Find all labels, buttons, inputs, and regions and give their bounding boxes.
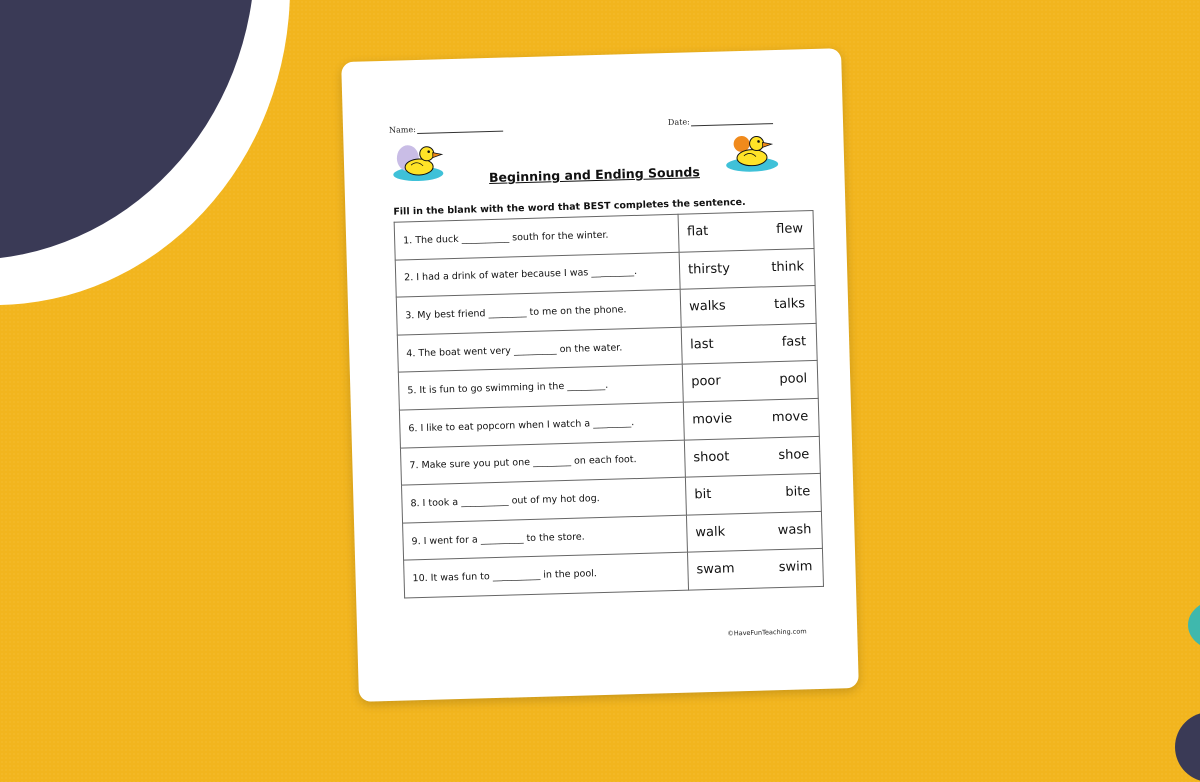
choice-option-a: swam xyxy=(696,561,735,578)
date-field xyxy=(668,114,773,127)
sentence-text: 7. Make sure you put one ________ on each foot. xyxy=(400,440,685,486)
worksheet-instructions: Fill in the blank with the word that BEST completes the sentence. xyxy=(393,196,746,218)
answer-choices xyxy=(682,361,818,402)
choice-option-a: movie xyxy=(692,411,733,428)
sentence-text: 8. I took a __________ out of my hot dog. xyxy=(402,477,687,523)
choice-option-b: bite xyxy=(785,484,811,501)
sentence-text: 2. I had a drink of water because I was _________. xyxy=(395,252,680,298)
sentence-text: 1. The duck __________ south for the winter. xyxy=(394,214,679,260)
choice-option-a: shoot xyxy=(693,448,730,465)
worksheet-page xyxy=(341,48,859,702)
worksheet-title: Beginning and Ending Sounds xyxy=(488,164,700,186)
choice-option-a: walk xyxy=(695,524,726,541)
choice-option-b: shoe xyxy=(778,446,810,463)
sentence-text: 10. It was fun to __________ in the pool. xyxy=(404,552,689,598)
sentence-text: 5. It is fun to go swimming in the ________. xyxy=(398,365,683,411)
answer-choices xyxy=(685,474,821,515)
choice-option-b: pool xyxy=(779,371,808,388)
choice-option-b: think xyxy=(771,258,805,275)
answer-choices xyxy=(683,398,819,439)
choice-option-b: move xyxy=(771,409,809,426)
decorative-teal-circle xyxy=(1188,600,1200,650)
sentence-text: 4. The boat went very _________ on the water. xyxy=(397,327,682,373)
answer-choices xyxy=(684,436,820,477)
choice-option-b: flew xyxy=(775,221,804,238)
choice-option-a: flat xyxy=(686,223,709,240)
answer-choices xyxy=(679,248,815,289)
choice-option-a: last xyxy=(689,336,714,353)
sentence-text: 6. I like to eat popcorn when I watch a ________. xyxy=(399,402,684,448)
name-field xyxy=(389,122,503,135)
date-label: Date: xyxy=(667,117,690,128)
answer-choices xyxy=(686,511,822,552)
date-blank-line xyxy=(691,114,773,126)
decorative-navy-small-circle xyxy=(1175,712,1200,782)
answer-choices xyxy=(678,210,814,251)
sentence-text: 3. My best friend ________ to me on the phone. xyxy=(396,289,681,335)
answer-choices xyxy=(680,286,816,327)
choice-option-a: thirsty xyxy=(687,260,731,278)
choice-option-a: bit xyxy=(694,487,712,503)
answer-choices xyxy=(681,323,817,364)
question-table xyxy=(394,210,824,599)
name-blank-line xyxy=(417,122,503,134)
answer-choices xyxy=(687,549,823,590)
choice-option-b: wash xyxy=(777,521,812,538)
copyright-notice: ©HaveFunTeaching.com xyxy=(727,627,807,638)
choice-option-b: swim xyxy=(778,559,813,576)
sentence-text: 9. I went for a _________ to the store. xyxy=(403,515,688,561)
choice-option-b: talks xyxy=(773,296,806,313)
choice-option-a: walks xyxy=(688,298,726,315)
choice-option-b: fast xyxy=(781,334,807,350)
choice-option-a: poor xyxy=(691,374,721,390)
name-label: Name: xyxy=(388,125,416,135)
